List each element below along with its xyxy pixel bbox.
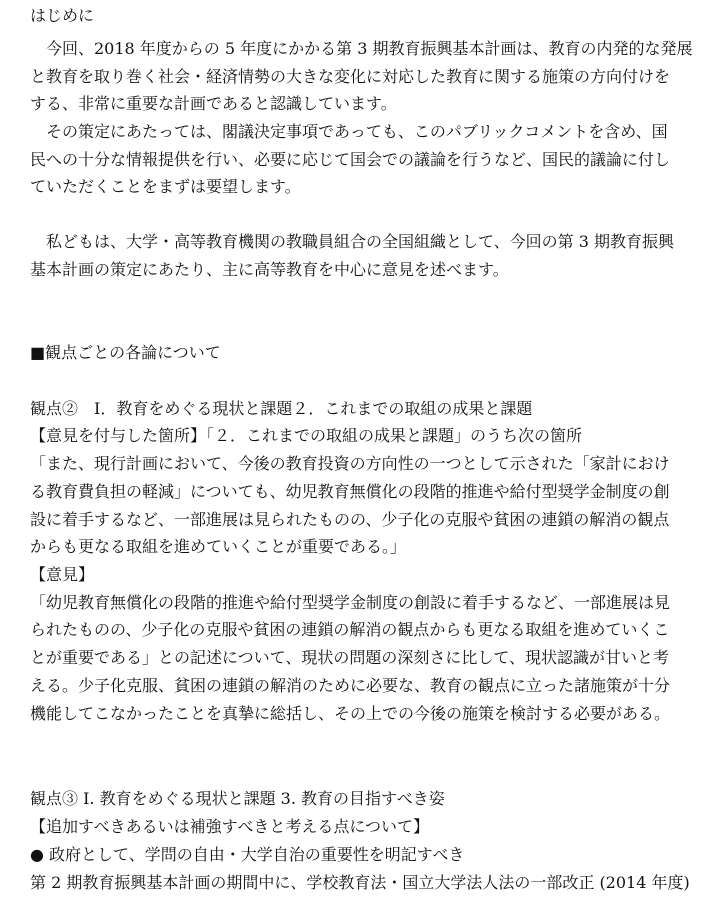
point2-opinion-line-2: られたものの、少子化の克服や貧困の連鎖の解消の観点からも更なる取組を進めていくこ [30,620,670,639]
point2-opinion-line-4: える。少子化克服、貧困の連鎖の解消のために必要な、教育の観点に立った諸施策が十分 [30,676,671,695]
point3-text: 第 2 期教育振興基本計画の期間中に、学校教育法・国立大学法人法の一部改正 (2014 年度) [30,873,690,892]
point2-quote-line-1: 「また、現行計画において、今後の教育投資の方向性の一つとして示された「家計におけ [30,454,670,473]
point2-quote-line-3: 設に着手するなど、一部進展は見られたものの、少子化の克服や貧困の連鎖の解消の観点 [30,510,670,529]
intro2-line-1: 私どもは、大学・高等教育機関の教職員組合の全国組織として、今回の第 3 期教育振興 [46,232,675,251]
intro-line-3: する、非常に重要な計画であると認識しています。 [30,94,397,113]
section-heading: ■観点ごとの各論について [30,343,221,362]
point3-label: 【追加すべきあるいは補強すべきと考える点について】 [30,817,430,836]
heading-hajimeni: はじめに [30,6,95,25]
point3-title: 観点③ I. 教育をめぐる現状と課題 3. 教育の目指すべき姿 [30,789,445,808]
point2-opinion-label: 【意見】 [30,565,95,584]
intro-line-5: 民への十分な情報提供を行い、必要に応じて国会での議論を行うなど、国民的議論に付し [30,150,671,169]
point2-title: 観点② Ⅰ．教育をめぐる現状と課題２．これまでの取組の成果と課題 [30,399,533,418]
intro-line-6: ていただくことをまずは要望します。 [30,177,301,196]
point3-bullet: ● 政府として、学問の自由・大学自治の重要性を明記すべき [30,845,465,864]
point2-quote-line-4: からも更なる取組を進めていくことが重要である。」 [30,537,407,556]
point2-opinion-line-3: とが重要である」との記述について、現状の問題の深刻さに比して、現状認識が甘いと考 [30,648,670,667]
intro-line-1: 今回、2018 年度からの 5 年度にかかる第 3 期教育振興基本計画は、教育の内発的な発展 [46,39,693,58]
intro2-line-2: 基本計画の策定にあたり、主に高等教育を中心に意見を述べます。 [30,260,509,279]
intro-line-4: その策定にあたっては、閣議決定事項であっても、このパブリックコメントを含め、国 [46,122,668,141]
point2-opinion-line-5: 機能してこなかったことを真摯に総括し、その上での今後の施策を検討する必要がある。 [30,704,671,723]
point2-quote-line-2: る教育費負担の軽減」についても、幼児教育無償化の段階的推進や給付型奨学金制度の創 [30,482,670,501]
point2-opinion-line-1: 「幼児教育無償化の段階的推進や給付型奨学金制度の創設に着手するなど、一部進展は見 [30,593,671,612]
intro-line-2: と教育を取り巻く社会・経済情勢の大きな変化に対応した教育に関する施策の方向付けを [30,67,671,86]
point2-target-label: 【意見を付与した箇所】「２．これまでの取組の成果と課題」のうち次の箇所 [30,426,583,445]
